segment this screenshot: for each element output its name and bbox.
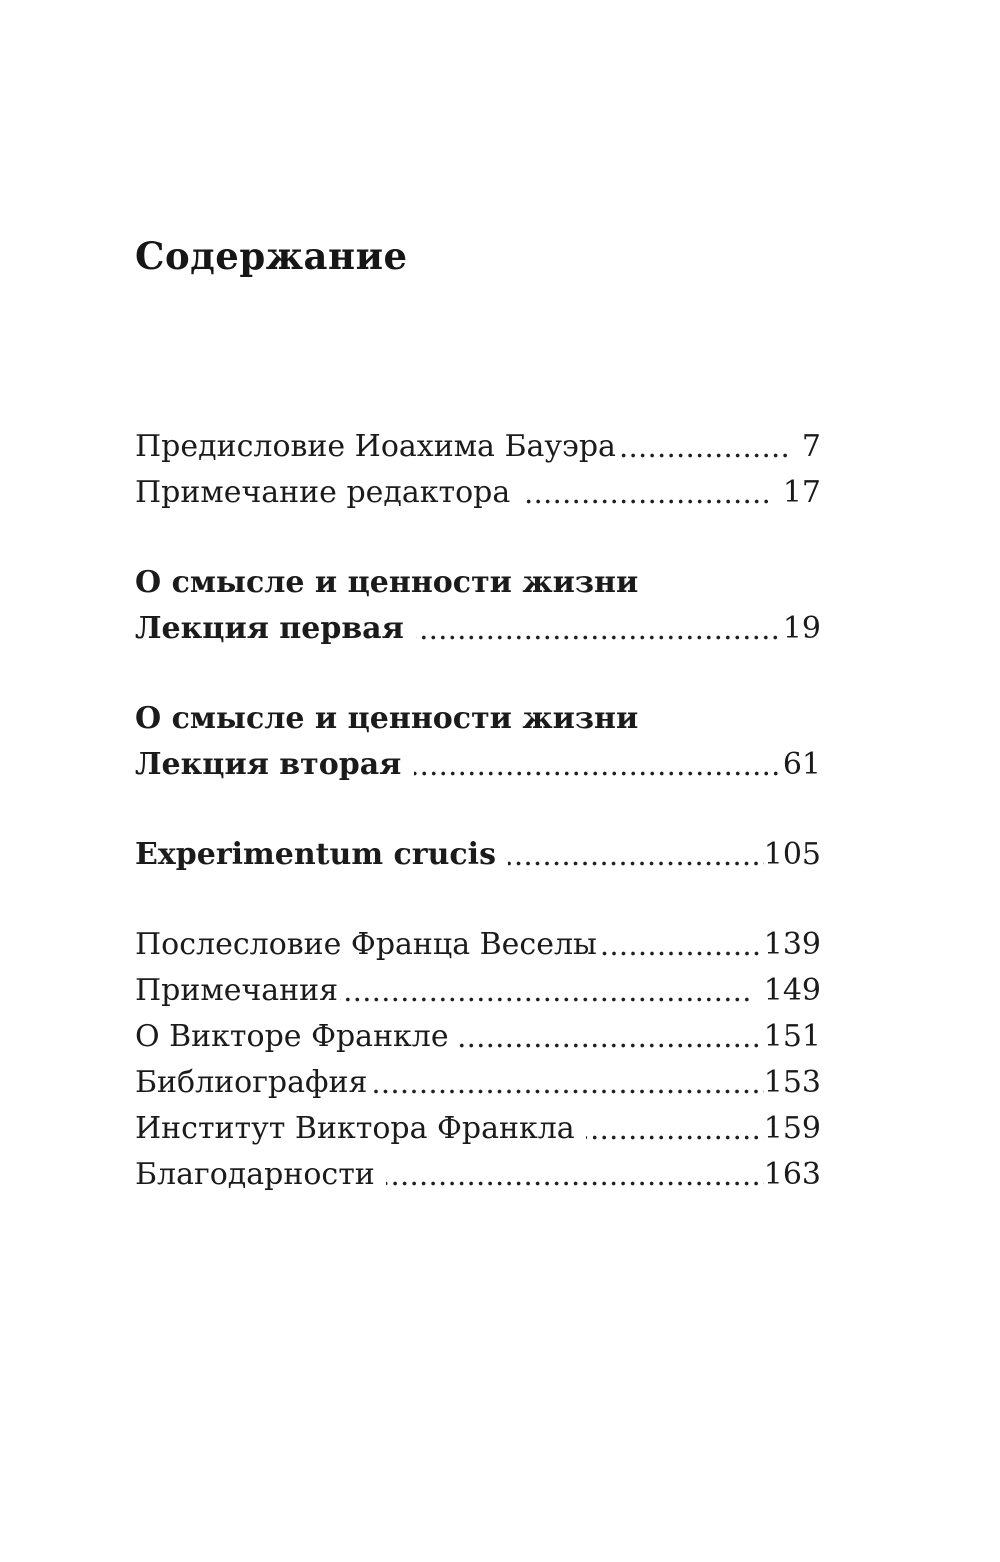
- entry-label: Предисловие Иоахима Бауэра: [135, 429, 616, 464]
- entry-page: 151: [763, 1019, 821, 1054]
- leader-dots: [522, 499, 773, 504]
- toc-entry: [135, 1106, 821, 1152]
- entry-label: Примечание редактора: [135, 475, 520, 510]
- entry-page: 105: [763, 837, 821, 872]
- leader-dots: [414, 771, 783, 776]
- leader-dots: [340, 997, 754, 1002]
- leader-dots: [369, 1089, 763, 1094]
- entry-page: 17: [773, 475, 821, 510]
- entry-label: Благодарности: [135, 1157, 385, 1192]
- entry-label: Experimentum crucis: [135, 837, 507, 872]
- leader-dots: [386, 1181, 763, 1186]
- entry-page: 153: [763, 1065, 821, 1100]
- section-heading: О смысле и ценности жизни: [135, 565, 639, 600]
- toc-entry: [135, 606, 821, 652]
- page-title: Содержание: [135, 234, 408, 278]
- leader-dots: [618, 453, 792, 458]
- toc-list: [135, 424, 821, 1198]
- entry-label: О Викторе Франкле: [135, 1019, 459, 1054]
- toc-entry: [135, 1152, 821, 1198]
- entry-label: Лекция вторая: [135, 747, 412, 782]
- entry-label: Институт Виктора Франкла: [135, 1111, 585, 1146]
- toc-block-lecture-two: [135, 696, 821, 788]
- toc-entry: [135, 922, 821, 968]
- leader-dots: [416, 635, 783, 640]
- entry-page: 139: [763, 927, 821, 962]
- entry-page: 19: [782, 611, 821, 646]
- leader-dots: [586, 1135, 764, 1140]
- entry-page: 7: [792, 429, 821, 464]
- section-heading: О смысле и ценности жизни: [135, 701, 639, 736]
- toc-block-frontmatter: [135, 424, 821, 516]
- entry-page: 61: [782, 747, 821, 782]
- toc-block-experimentum: [135, 832, 821, 878]
- leader-dots: [508, 861, 763, 866]
- toc-entry: [135, 424, 821, 470]
- toc-block-lecture-one: [135, 560, 821, 652]
- entry-page: 163: [763, 1157, 821, 1192]
- toc-entry: [135, 742, 821, 788]
- toc-page: [135, 232, 821, 1198]
- entry-label: Послесловие Франца Веселы: [135, 927, 597, 962]
- toc-entry: [135, 968, 821, 1014]
- toc-entry: [135, 832, 821, 878]
- toc-entry: [135, 470, 821, 516]
- toc-entry: [135, 1014, 821, 1060]
- entry-label: Примечания: [135, 973, 339, 1008]
- leader-dots: [460, 1043, 764, 1048]
- toc-entry: [135, 1060, 821, 1106]
- entry-label: Лекция первая: [135, 611, 415, 646]
- entry-label: Библиография: [135, 1065, 368, 1100]
- entry-page: 149: [754, 973, 821, 1008]
- leader-dots: [599, 951, 764, 956]
- entry-page: 159: [763, 1111, 821, 1146]
- toc-block-backmatter: [135, 922, 821, 1198]
